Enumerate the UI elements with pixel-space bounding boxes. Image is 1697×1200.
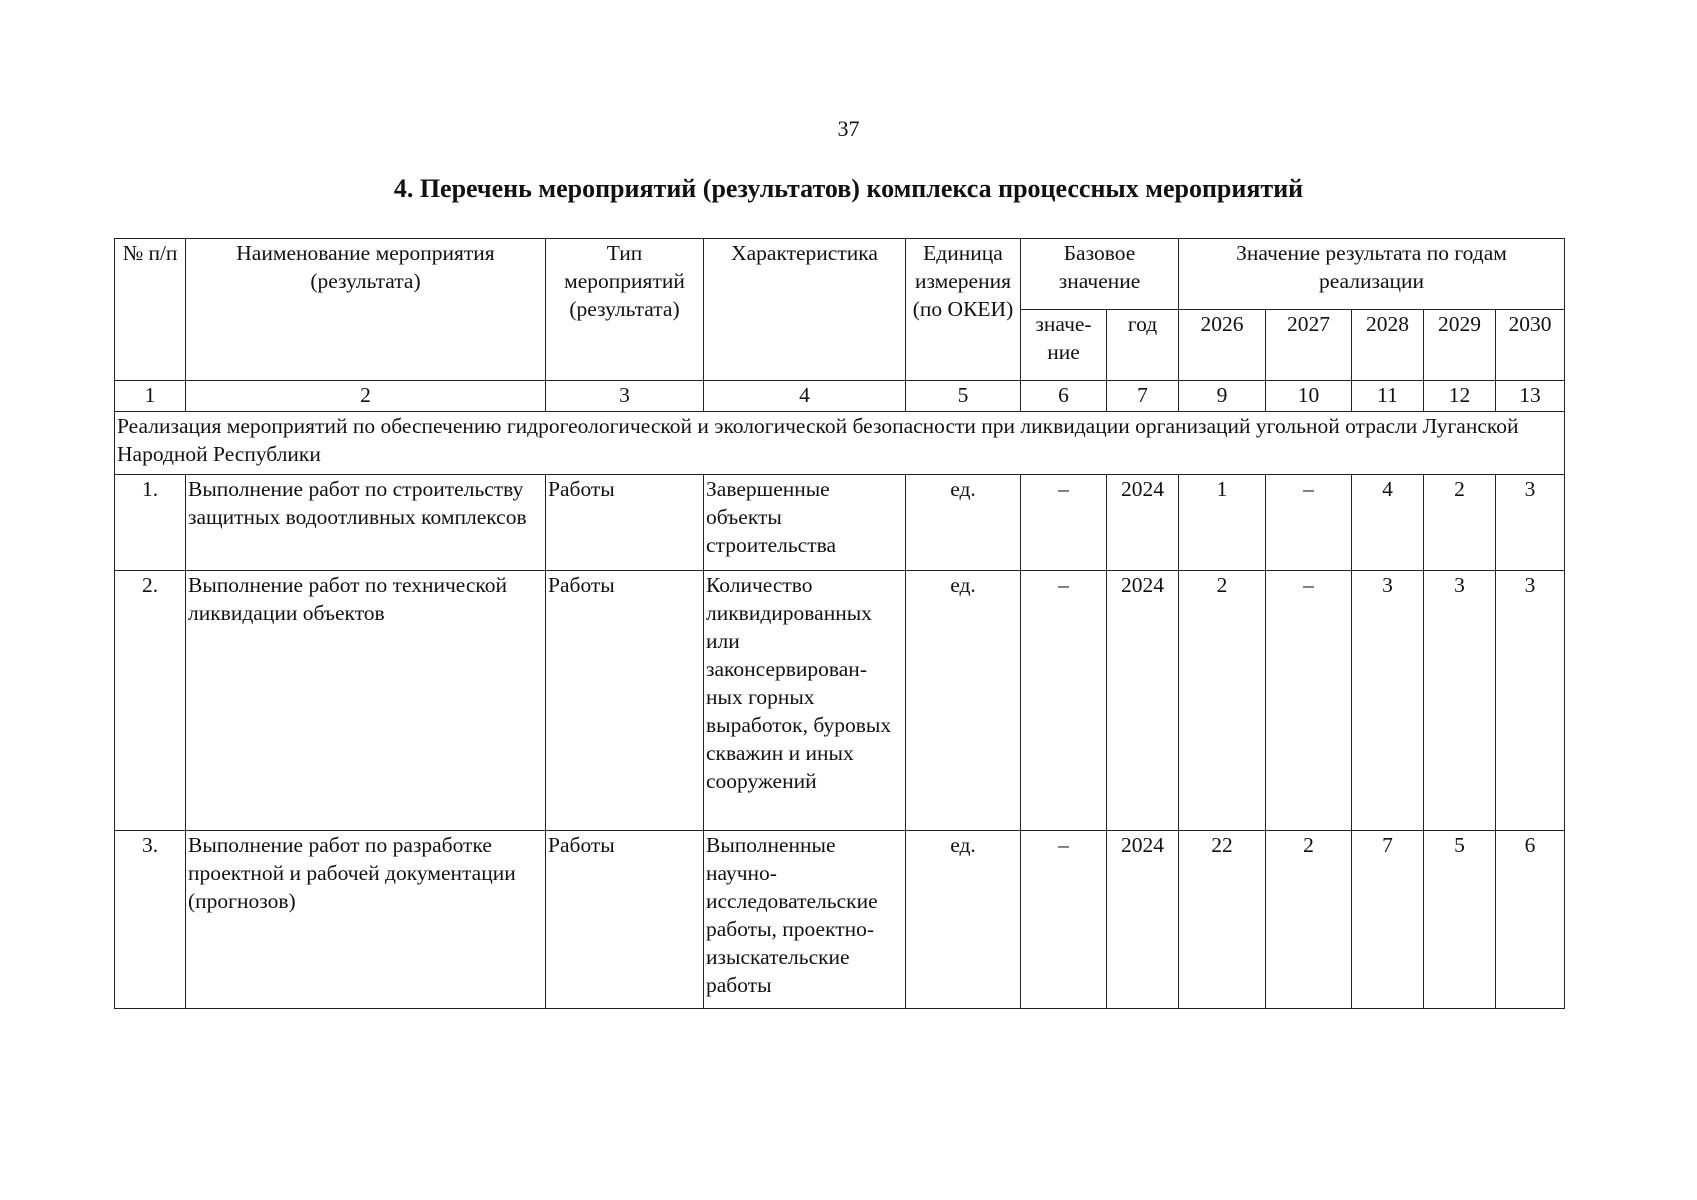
row-unit: ед.	[906, 831, 1021, 1009]
row-value-2029: 3	[1424, 571, 1496, 831]
row-characteristic: Завершенные объекты строительства	[704, 475, 906, 571]
column-number: 1	[115, 381, 186, 412]
header-name: Наименование мероприятия (результата)	[186, 239, 546, 381]
header-base-year: год	[1107, 310, 1179, 381]
row-value-2030: 6	[1496, 831, 1565, 1009]
column-number: 2	[186, 381, 546, 412]
row-type: Работы	[546, 475, 704, 571]
header-result: Значение результата по годам реализации	[1179, 239, 1565, 310]
row-type: Работы	[546, 571, 704, 831]
row-base-value: –	[1021, 475, 1107, 571]
column-number: 13	[1496, 381, 1565, 412]
column-number: 4	[704, 381, 906, 412]
column-number: 5	[906, 381, 1021, 412]
row-num: 2.	[115, 571, 186, 831]
row-base-value: –	[1021, 831, 1107, 1009]
column-number-row	[115, 381, 1565, 412]
row-value-2027: –	[1266, 475, 1352, 571]
section-row	[115, 412, 1565, 475]
table-row	[115, 475, 1565, 571]
row-base-value: –	[1021, 571, 1107, 831]
column-number: 7	[1107, 381, 1179, 412]
header-year-2026: 2026	[1179, 310, 1266, 381]
row-value-2029: 2	[1424, 475, 1496, 571]
header-base: Базовое значение	[1021, 239, 1179, 310]
row-value-2028: 4	[1352, 475, 1424, 571]
row-characteristic: Выполненные научно-исследовательские работы, проектно-изыскательские работы	[704, 831, 906, 1009]
row-base-year: 2024	[1107, 475, 1179, 571]
row-value-2027: –	[1266, 571, 1352, 831]
row-num: 3.	[115, 831, 186, 1009]
column-number: 11	[1352, 381, 1424, 412]
column-number: 9	[1179, 381, 1266, 412]
row-value-2026: 22	[1179, 831, 1266, 1009]
row-value-2030: 3	[1496, 475, 1565, 571]
header-characteristic: Характеристика	[704, 239, 906, 381]
row-type: Работы	[546, 831, 704, 1009]
header-year-2030: 2030	[1496, 310, 1565, 381]
row-unit: ед.	[906, 475, 1021, 571]
row-value-2026: 1	[1179, 475, 1266, 571]
table-row	[115, 571, 1565, 831]
header-year-2028: 2028	[1352, 310, 1424, 381]
header-year-2027: 2027	[1266, 310, 1352, 381]
row-value-2028: 7	[1352, 831, 1424, 1009]
row-value-2027: 2	[1266, 831, 1352, 1009]
table-header-row	[115, 239, 1565, 310]
column-number: 3	[546, 381, 704, 412]
header-unit: Единица измерения (по ОКЕИ)	[906, 239, 1021, 381]
column-number: 10	[1266, 381, 1352, 412]
row-unit: ед.	[906, 571, 1021, 831]
row-name: Выполнение работ по разработке проектной и рабочей документации (прогнозов)	[186, 831, 546, 1009]
header-base-value: значе-ние	[1021, 310, 1107, 381]
row-value-2028: 3	[1352, 571, 1424, 831]
row-base-year: 2024	[1107, 571, 1179, 831]
row-characteristic: Количество ликвидированных или законсервирован-ных горных выработок, буровых скважин и иных сооружений	[704, 571, 906, 831]
row-value-2029: 5	[1424, 831, 1496, 1009]
header-num: № п/п	[115, 239, 186, 381]
row-value-2026: 2	[1179, 571, 1266, 831]
table-row	[115, 831, 1565, 1009]
row-name: Выполнение работ по строительству защитных водоотливных комплексов	[186, 475, 546, 571]
measures-table	[114, 238, 1565, 1009]
header-type: Тип мероприятий (результата)	[546, 239, 704, 381]
page-number: 37	[837, 116, 860, 141]
row-value-2030: 3	[1496, 571, 1565, 831]
header-year-2029: 2029	[1424, 310, 1496, 381]
section-title: Реализация мероприятий по обеспечению гидрогеологической и экологической безопасности при ликвидации организаций угольной отрасли Луганской Народной Республики	[115, 412, 1565, 475]
row-base-year: 2024	[1107, 831, 1179, 1009]
row-num: 1.	[115, 475, 186, 571]
row-name: Выполнение работ по технической ликвидации объектов	[186, 571, 546, 831]
column-number: 6	[1021, 381, 1107, 412]
page-title: 4. Перечень мероприятий (результатов) комплекса процессных мероприятий	[393, 174, 1304, 203]
column-number: 12	[1424, 381, 1496, 412]
